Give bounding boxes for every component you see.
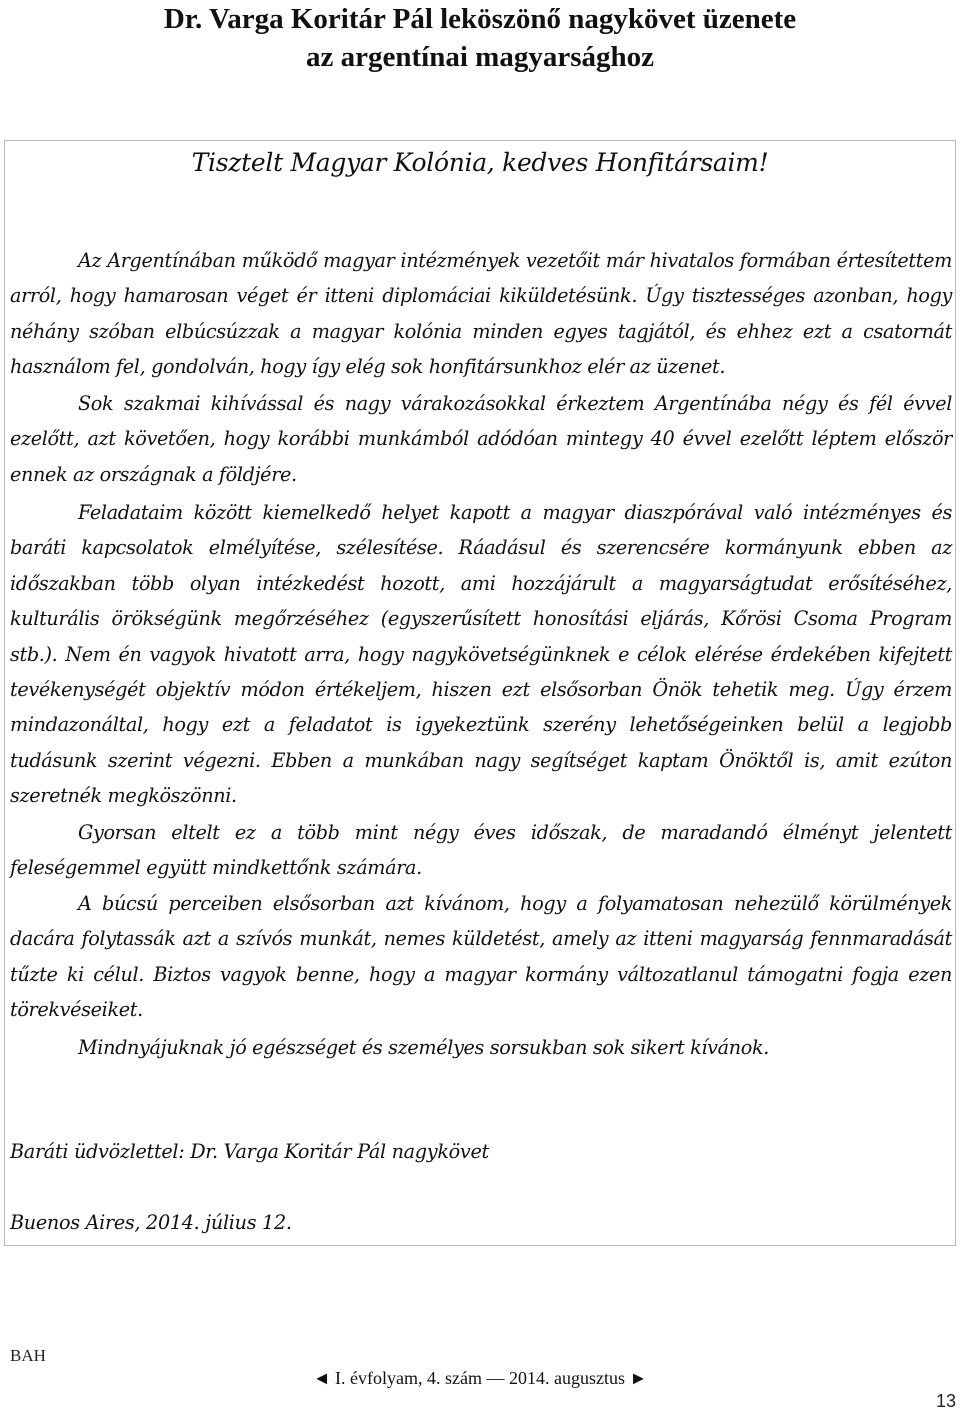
issue-info: ◄ I. évfolyam, 4. szám — 2014. augusztus ► bbox=[312, 1368, 648, 1388]
paragraph-5: A búcsú perceiben elsősorban azt kívánom, hogy a folyamatosan nehezülő körülmények dacára folytassák azt a szívós munkát, nemes küldetést, amely az itteni magyarság fennmaradását tűzte ki célul. Biztos vagyok benne, hogy a magyar kormány változatlanul támogatni fogja ezen törekvéseiket. bbox=[10, 892, 952, 1022]
page-number: 13 bbox=[935, 1391, 956, 1411]
paragraph-3: Feladataim között kiemelkedő helyet kapott a magyar diaszpórával való intézményes és baráti kapcsolatok elmélyítése, szélesítése. Ráadásul és szerencsére kormányunk ebben az időszakban több olyan intézkedést hozott, ami hozzájárult a magyarságtudat erősítéséhez, kulturális örökségünk megőrzéséhez (egyszerűsített honosítási eljárás, Kőrösi Csoma Program stb.). Nem én vagyok hivatott arra, hogy nagykövetségünknek e célok elérése érdekében kifejtett tevékenységét objektív módon értékeljem, hiszen ezt elsősorban Önök tehetik meg. Úgy érzem mindazonáltal, hogy ezt a feladatot is igyekeztünk szerény lehetőségeinken belül a legjobb tudásunk szerint végezni. Ebben a munkában nagy segítséget kaptam Önöktől is, amit ezúton szeretnék megköszönni. bbox=[10, 501, 952, 808]
paragraph-6: Mindnyájuknak jó egészséget és személyes sorsukban sok sikert kívánok. bbox=[78, 1036, 769, 1059]
letter-place-date: Buenos Aires, 2014. július 12. bbox=[10, 1211, 292, 1234]
letter-greeting: Tisztelt Magyar Kolónia, kedves Honfitársaim! bbox=[191, 148, 769, 177]
publication-name: BAH bbox=[10, 1346, 46, 1365]
letter-closing: Baráti üdvözlettel: Dr. Varga Koritár Pál nagykövet bbox=[10, 1140, 489, 1163]
paragraph-1: Az Argentínában működő magyar intézmények vezetőit már hivatalos formában értesítettem arról, hogy hamarosan véget ér itteni diplomáciai kiküldetésünk. Úgy tisztességes azonban, hogy néhány szóban elbúcsúzzak a magyar kolónia minden egyes tagjától, és ehhez ezt a csatornát használom fel, gondolván, hogy így elég sok honfitársunkhoz elér az üzenet. bbox=[10, 249, 952, 379]
paragraph-4: Gyorsan eltelt ez a több mint négy éves időszak, de maradandó élményt jelentett feleségemmel együtt mindkettőnk számára. bbox=[10, 821, 952, 880]
paragraph-2: Sok szakmai kihívással és nagy várakozásokkal érkeztem Argentínába négy és fél évvel ezelőtt, azt követően, hogy korábbi munkámból adódóan mintegy 40 évvel ezelőtt léptem először ennek az országnak a földjére. bbox=[10, 392, 952, 486]
title-line-1: Dr. Varga Koritár Pál leköszönő nagykövet üzenete bbox=[163, 3, 797, 35]
title-line-2: az argentínai magyarsághoz bbox=[306, 41, 654, 73]
